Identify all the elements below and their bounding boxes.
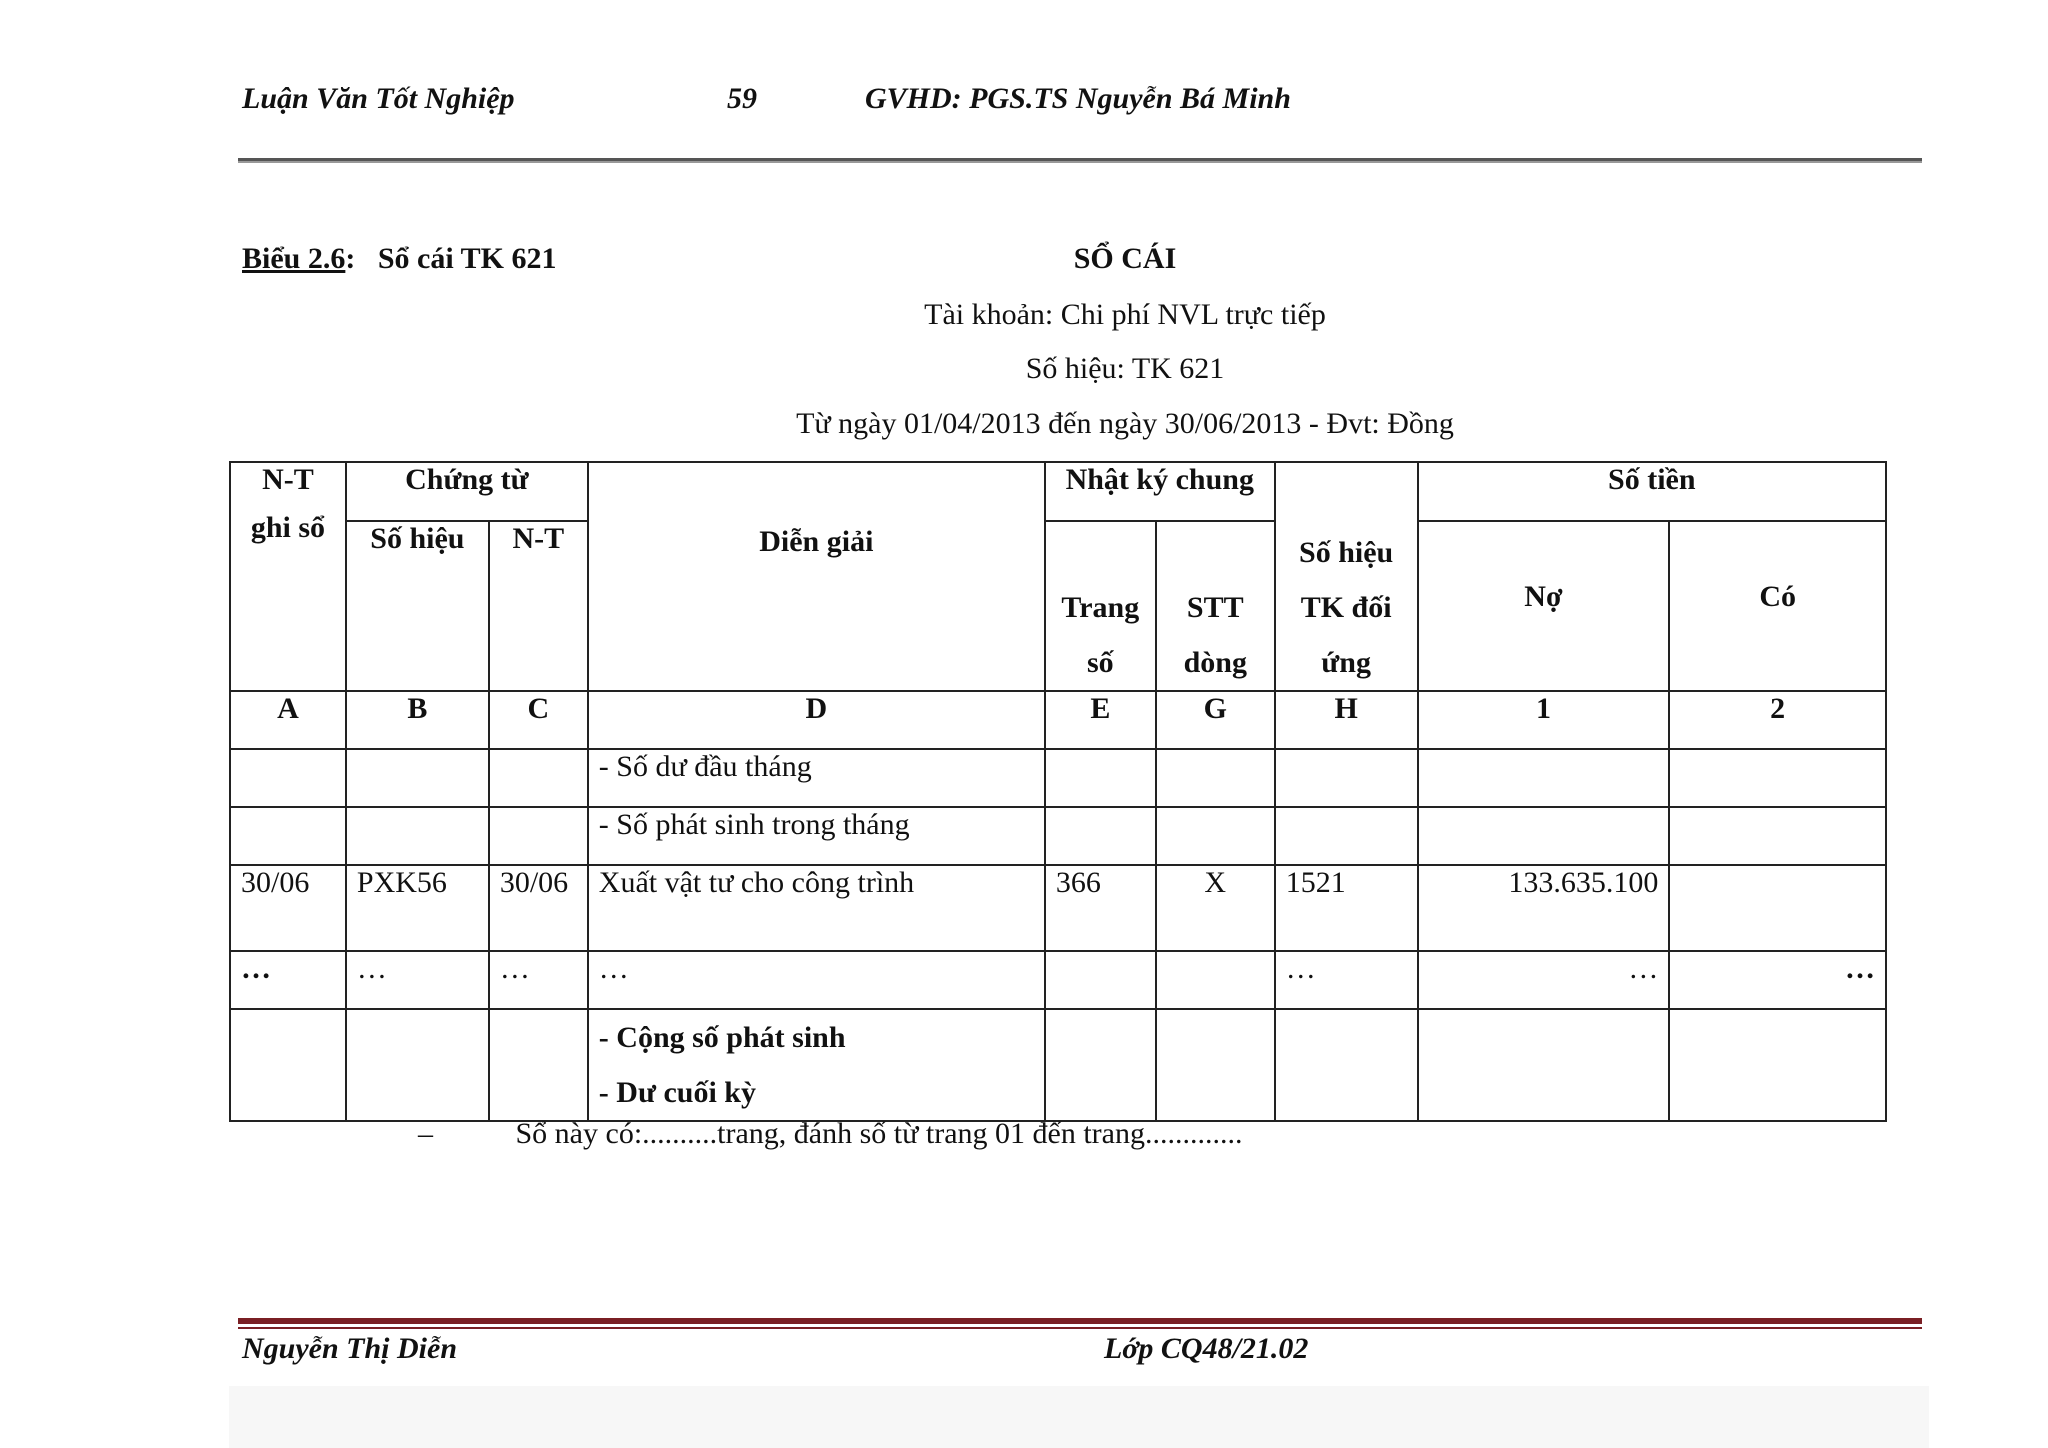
header-row-1 — [230, 462, 1886, 521]
voucher-header: Chứng từ — [346, 462, 588, 521]
ledger-title: SỔ CÁI — [1073, 242, 1177, 275]
dots-contra: … — [1275, 951, 1418, 1009]
opening-balance-row — [230, 749, 1886, 807]
total-activity-label: - Cộng số phát sinh — [598, 1021, 846, 1054]
opening-balance-label: - Số dư đầu tháng — [588, 749, 1045, 807]
caption-colon: : — [345, 242, 356, 275]
author: Nguyễn Thị Diễn — [242, 1332, 458, 1365]
line-header-cell: STT dòng — [1156, 521, 1275, 691]
voucher-no-header: Số hiệu — [346, 521, 489, 691]
code-b: B — [346, 691, 489, 749]
caption-label: Biểu 2.6 — [242, 242, 346, 275]
note-text: Sổ này có:..........trang, đánh số từ trang 01 đến trang............. — [515, 1117, 1243, 1150]
account-name: Tài khoản: Chi phí NVL trực tiếp — [924, 298, 1326, 331]
credit-header: Có — [1669, 521, 1886, 691]
footer-divider-thin — [238, 1327, 1922, 1329]
page-header — [242, 82, 1922, 132]
entry-debit: 133.635.100 — [1418, 865, 1670, 951]
column-code-row — [230, 691, 1886, 749]
code-2: 2 — [1669, 691, 1886, 749]
code-1: 1 — [1418, 691, 1670, 749]
header-row-2 — [230, 521, 1886, 691]
thesis-title: Luận Văn Tốt Nghiệp — [242, 82, 515, 115]
voucher-date-header: N-T — [489, 521, 588, 691]
closing-balance-label: - Dư cuối kỳ — [598, 1076, 756, 1109]
note-dash: – — [418, 1117, 433, 1150]
code-g: G — [1156, 691, 1275, 749]
entry-voucher-date: 30/06 — [489, 865, 588, 951]
code-d: D — [588, 691, 1045, 749]
dots-credit: … — [1669, 951, 1886, 1009]
description-header: Diễn giải — [588, 462, 1045, 691]
amount-header: Số tiền — [1418, 462, 1886, 521]
footer-divider — [238, 1318, 1922, 1324]
period: Từ ngày 01/04/2013 đến ngày 30/06/2013 - Đvt: Đồng — [796, 407, 1454, 440]
total-labels — [588, 1009, 1045, 1121]
code-a: A — [230, 691, 346, 749]
entry-description: Xuất vật tư cho công trình — [588, 865, 1045, 951]
supervisor: GVHD: PGS.TS Nguyễn Bá Minh — [865, 82, 1291, 115]
entry-line: X — [1156, 865, 1275, 951]
code-e: E — [1045, 691, 1156, 749]
figure-caption — [242, 242, 557, 276]
page-count-note — [418, 1117, 1242, 1151]
class-code: Lớp CQ48/21.02 — [1104, 1332, 1309, 1365]
code-c: C — [489, 691, 588, 749]
ledger-table — [229, 461, 1887, 1122]
entry-credit — [1669, 865, 1886, 951]
code-h: H — [1275, 691, 1418, 749]
dots-debit: … — [1418, 951, 1670, 1009]
journal-header: Nhật ký chung — [1045, 462, 1275, 521]
period-activity-row — [230, 807, 1886, 865]
header-divider — [238, 158, 1922, 163]
dots-voucher-date: … — [489, 951, 588, 1009]
dots-date: … — [230, 951, 346, 1009]
entry-page: 366 — [1045, 865, 1156, 951]
page-number: 59 — [727, 82, 757, 115]
entry-contra: 1521 — [1275, 865, 1418, 951]
entry-date: 30/06 — [230, 865, 346, 951]
total-row — [230, 1009, 1886, 1121]
page-header-cell: Trang số — [1045, 521, 1156, 691]
page-bottom-shade — [229, 1386, 1929, 1448]
period-activity-label: - Số phát sinh trong tháng — [588, 807, 1045, 865]
table-row — [230, 865, 1886, 951]
account-code: Số hiệu: TK 621 — [1025, 352, 1225, 385]
dots-description: … — [588, 951, 1045, 1009]
page-footer — [242, 1332, 1922, 1382]
ellipsis-row — [230, 951, 1886, 1009]
debit-header: Nợ — [1418, 521, 1670, 691]
dots-voucher-no: … — [346, 951, 489, 1009]
caption-text: Sổ cái TK 621 — [377, 242, 557, 275]
date-header: N-T ghi sổ — [230, 462, 346, 691]
entry-voucher-no: PXK56 — [346, 865, 489, 951]
contra-header: Số hiệu TK đối ứng — [1275, 462, 1418, 691]
